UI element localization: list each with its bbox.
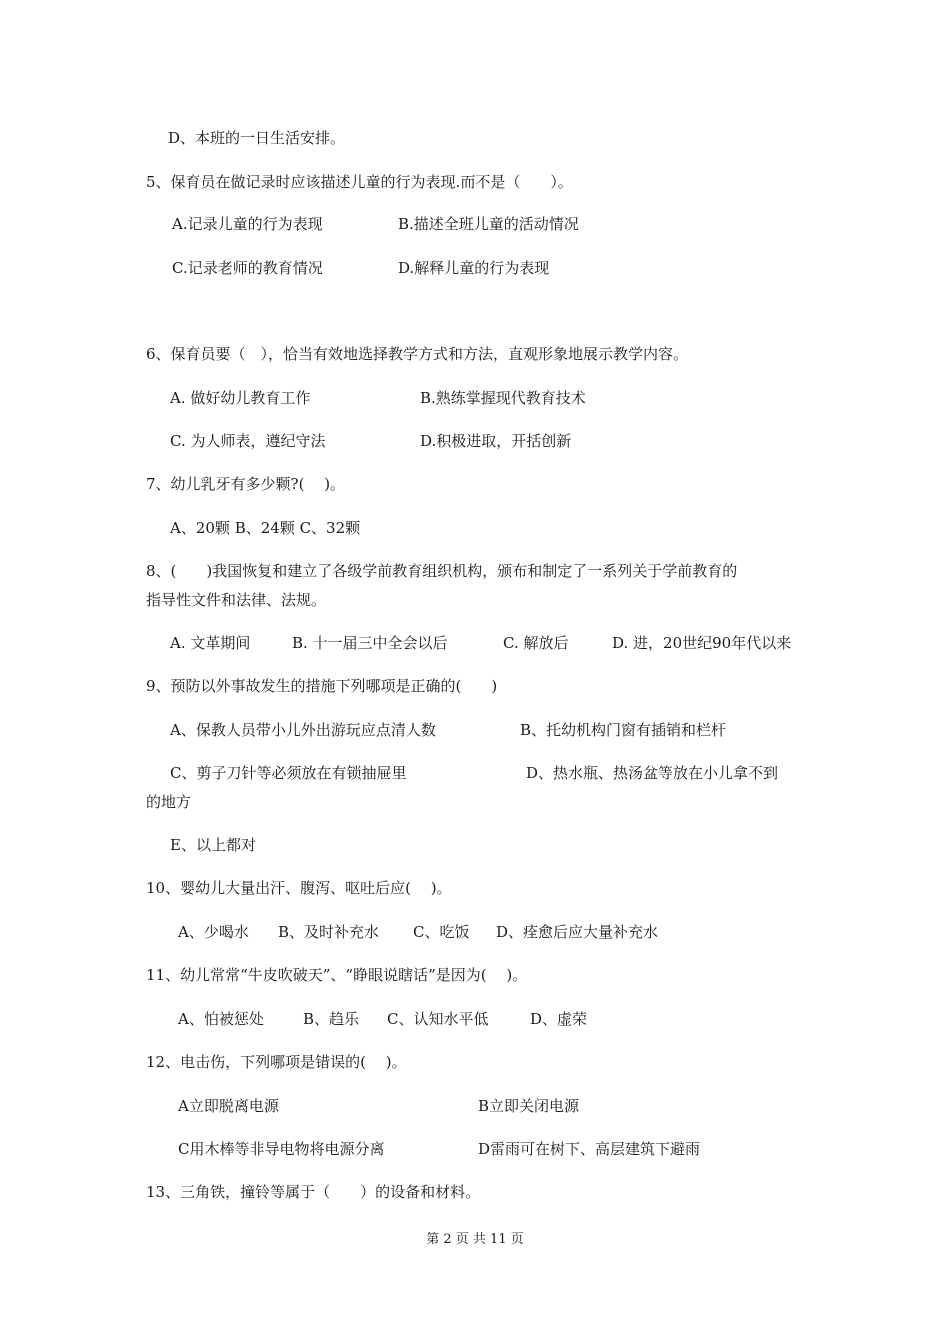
q7-options: A、20颗 B、24颗 C、32颗 [170, 519, 361, 537]
q9-stem: 9、预防以外事故发生的措施下列哪项是正确的( ) [146, 677, 498, 695]
q6-option-c: C. 为人师表，遵纪守法 [170, 432, 326, 450]
q6-stem: 6、保育员要（ ），恰当有效地选择教学方式和方法，直观形象地展示教学内容。 [146, 345, 689, 363]
q11-option-b: B、趋乐 [303, 1010, 360, 1028]
page-footer: 第 2 页 共 11 页 [426, 1232, 524, 1247]
q6-option-a: A. 做好幼儿教育工作 [170, 389, 311, 407]
q8-option-c: C. 解放后 [503, 634, 569, 652]
q5-option-a: A.记录儿童的行为表现 [172, 215, 323, 233]
prev-option-d: D、本班的一日生活安排。 [168, 129, 346, 147]
q8-option-a: A. 文革期间 [170, 634, 251, 652]
q6-option-b: B.熟练掌握现代教育技术 [420, 389, 586, 407]
q9-option-b: B、托幼机构门窗有插销和栏杆 [520, 721, 727, 739]
q12-option-b: B立即关闭电源 [478, 1097, 580, 1115]
q5-option-d: D.解释儿童的行为表现 [398, 259, 550, 277]
q10-option-a: A、少喝水 [178, 923, 249, 941]
q12-stem: 12、电击伤，下列哪项是错误的( )。 [146, 1053, 407, 1071]
q13-stem: 13、三角铁，撞铃等属于（ ）的设备和材料。 [146, 1183, 481, 1201]
q7-stem: 7、幼儿乳牙有多少颗?( )。 [146, 475, 346, 493]
q6-option-d: D.积极进取，开括创新 [420, 432, 572, 450]
q9-option-a: A、保教人员带小儿外出游玩应点清人数 [170, 721, 436, 739]
q11-option-a: A、怕被惩处 [178, 1010, 264, 1028]
q9-option-e: E、以上都对 [170, 836, 256, 854]
q10-option-d: D、痊愈后应大量补充水 [496, 923, 659, 941]
q12-option-a: A立即脱离电源 [178, 1097, 279, 1115]
q11-option-c: C、认知水平低 [387, 1010, 489, 1028]
q5-option-c: C.记录老师的教育情况 [172, 259, 323, 277]
q9-option-c: C、剪子刀针等必须放在有锁抽屉里 [170, 764, 407, 782]
q10-stem: 10、婴幼儿大量出汗、腹泻、呕吐后应( )。 [146, 879, 452, 897]
q8-stem-line1: 8、( )我国恢复和建立了各级学前教育组织机构，颁布和制定了一系列关于学前教育的 [146, 562, 738, 580]
q10-option-b: B、及时补充水 [278, 923, 380, 941]
q8-option-b: B. 十一届三中全会以后 [292, 634, 448, 652]
q5-stem: 5、保育员在做记录时应该描述儿童的行为表现.而不是（ ）。 [146, 173, 573, 191]
q11-stem: 11、幼儿常常“牛皮吹破天”、“睁眼说瞎话”是因为( )。 [146, 966, 528, 984]
q12-option-c: C用木棒等非导电物将电源分离 [178, 1140, 385, 1158]
q10-option-c: C、吃饭 [413, 923, 470, 941]
q11-option-d: D、虚荣 [530, 1010, 588, 1028]
q8-stem-line2: 指导性文件和法律、法规。 [146, 591, 327, 609]
q5-option-b: B.描述全班儿童的活动情况 [398, 215, 579, 233]
q9-option-d-line1: D、热水瓶、热汤盆等放在小儿拿不到 [526, 764, 779, 782]
q9-option-d-line2: 的地方 [146, 793, 192, 811]
q8-option-d: D. 进，20世纪90年代以来 [612, 634, 792, 652]
q12-option-d: D雷雨可在树下、高层建筑下避雨 [478, 1140, 701, 1158]
